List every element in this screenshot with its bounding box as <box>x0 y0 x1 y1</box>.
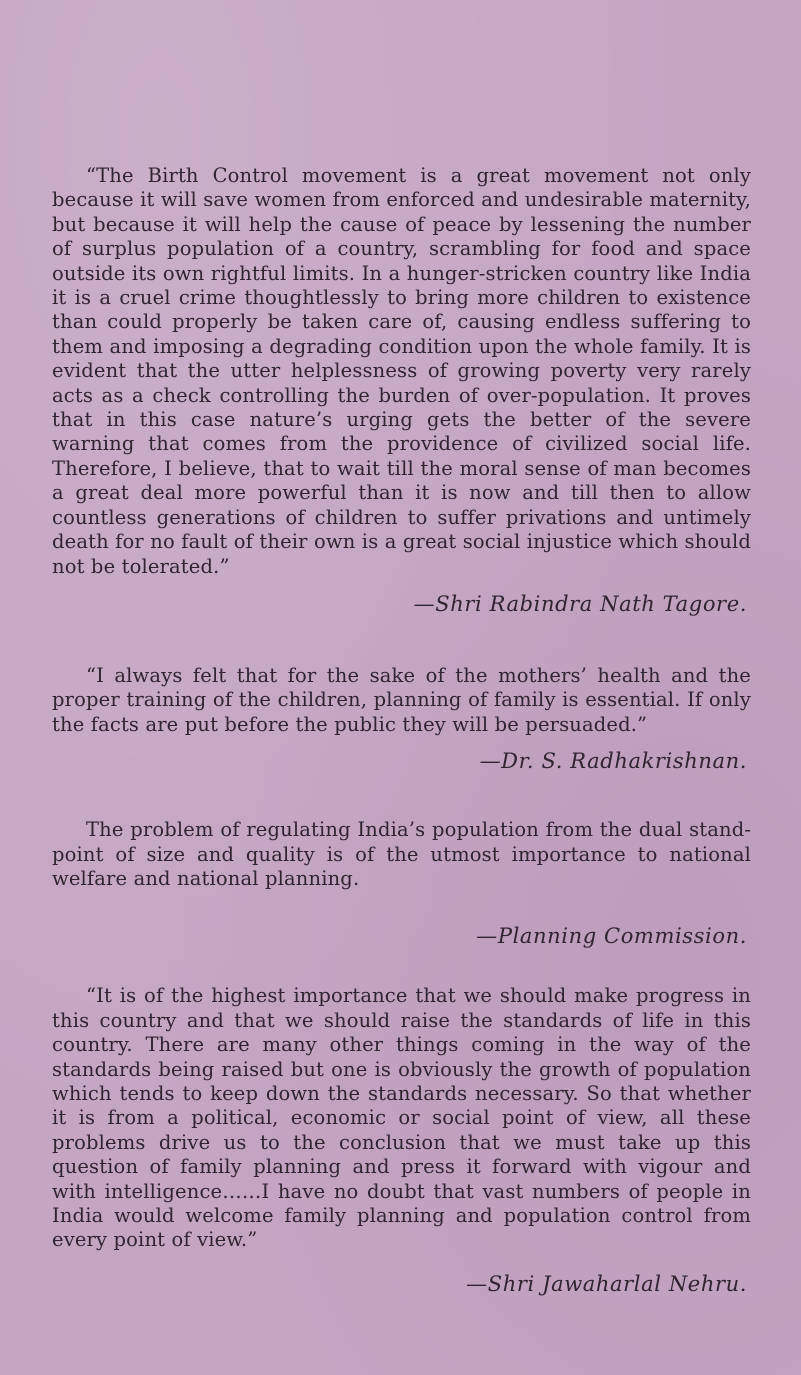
quote-radhakrishnan <box>52 664 751 774</box>
quote-tagore <box>52 164 751 617</box>
quote-text: The problem of regulating India’s population from the dual standpoint of size and quality is of the utmost importance to national welfare and national planning. <box>52 818 751 890</box>
quote-attribution: —Shri Rabindra Nath Tagore. <box>413 591 747 616</box>
quote-planning-commission <box>52 818 751 949</box>
quote-text: “The Birth Control movement is a great movement not only because it will save women from enforced and undesirable maternity, but because it will help the cause of peace by lessening the number of surplus population of a country, scrambling for food and space outside its own rightful limits. In a hunger-stricken country like India it is a cruel crime thoughtlessly to bring more children to existence than could properly be taken care of, causing endless suffering to them and imposing a degrading condition upon the whole family. It is evident that the utter helplessness of growing poverty very rarely acts as a check controlling the burden of over-population. It proves that in this case nature’s urging gets the better of the severe warning that comes from the providence of civilized social life. Therefore, I believe, that to wait till the moral sense of man becomes a great deal more powerful than it is now and till then to allow countless generations of children to suffer privations and untimely death for no fault of their own is a great social injustice which should not be tolerated.” <box>52 164 751 578</box>
quote-text: “It is of the highest importance that we should make progress in this country and that we should raise the standards of life in this country. There are many other things coming in the way of the standards being raised but one is obviously the growth of population which tends to keep down the standards necessary. So that whether it is from a political, economic or social point of view, all these problems drive us to the conclusion that we must take up this question of family planning and press it forward with vigour and with intelligence……I have no doubt that vast numbers of people in India would welcome family planning and population control from every point of view.” <box>52 984 751 1252</box>
quote-attribution: —Shri Jawaharlal Nehru. <box>466 1271 747 1296</box>
quote-text: “I always felt that for the sake of the mothers’ health and the proper training of the children, planning of family is essential. If only the facts are put before the public they will be persuaded.” <box>52 663 751 736</box>
quote-attribution: —Planning Commission. <box>476 924 747 949</box>
quote-attribution: —Dr. S. Radhakrishnan. <box>479 749 747 774</box>
quote-nehru <box>52 984 751 1296</box>
